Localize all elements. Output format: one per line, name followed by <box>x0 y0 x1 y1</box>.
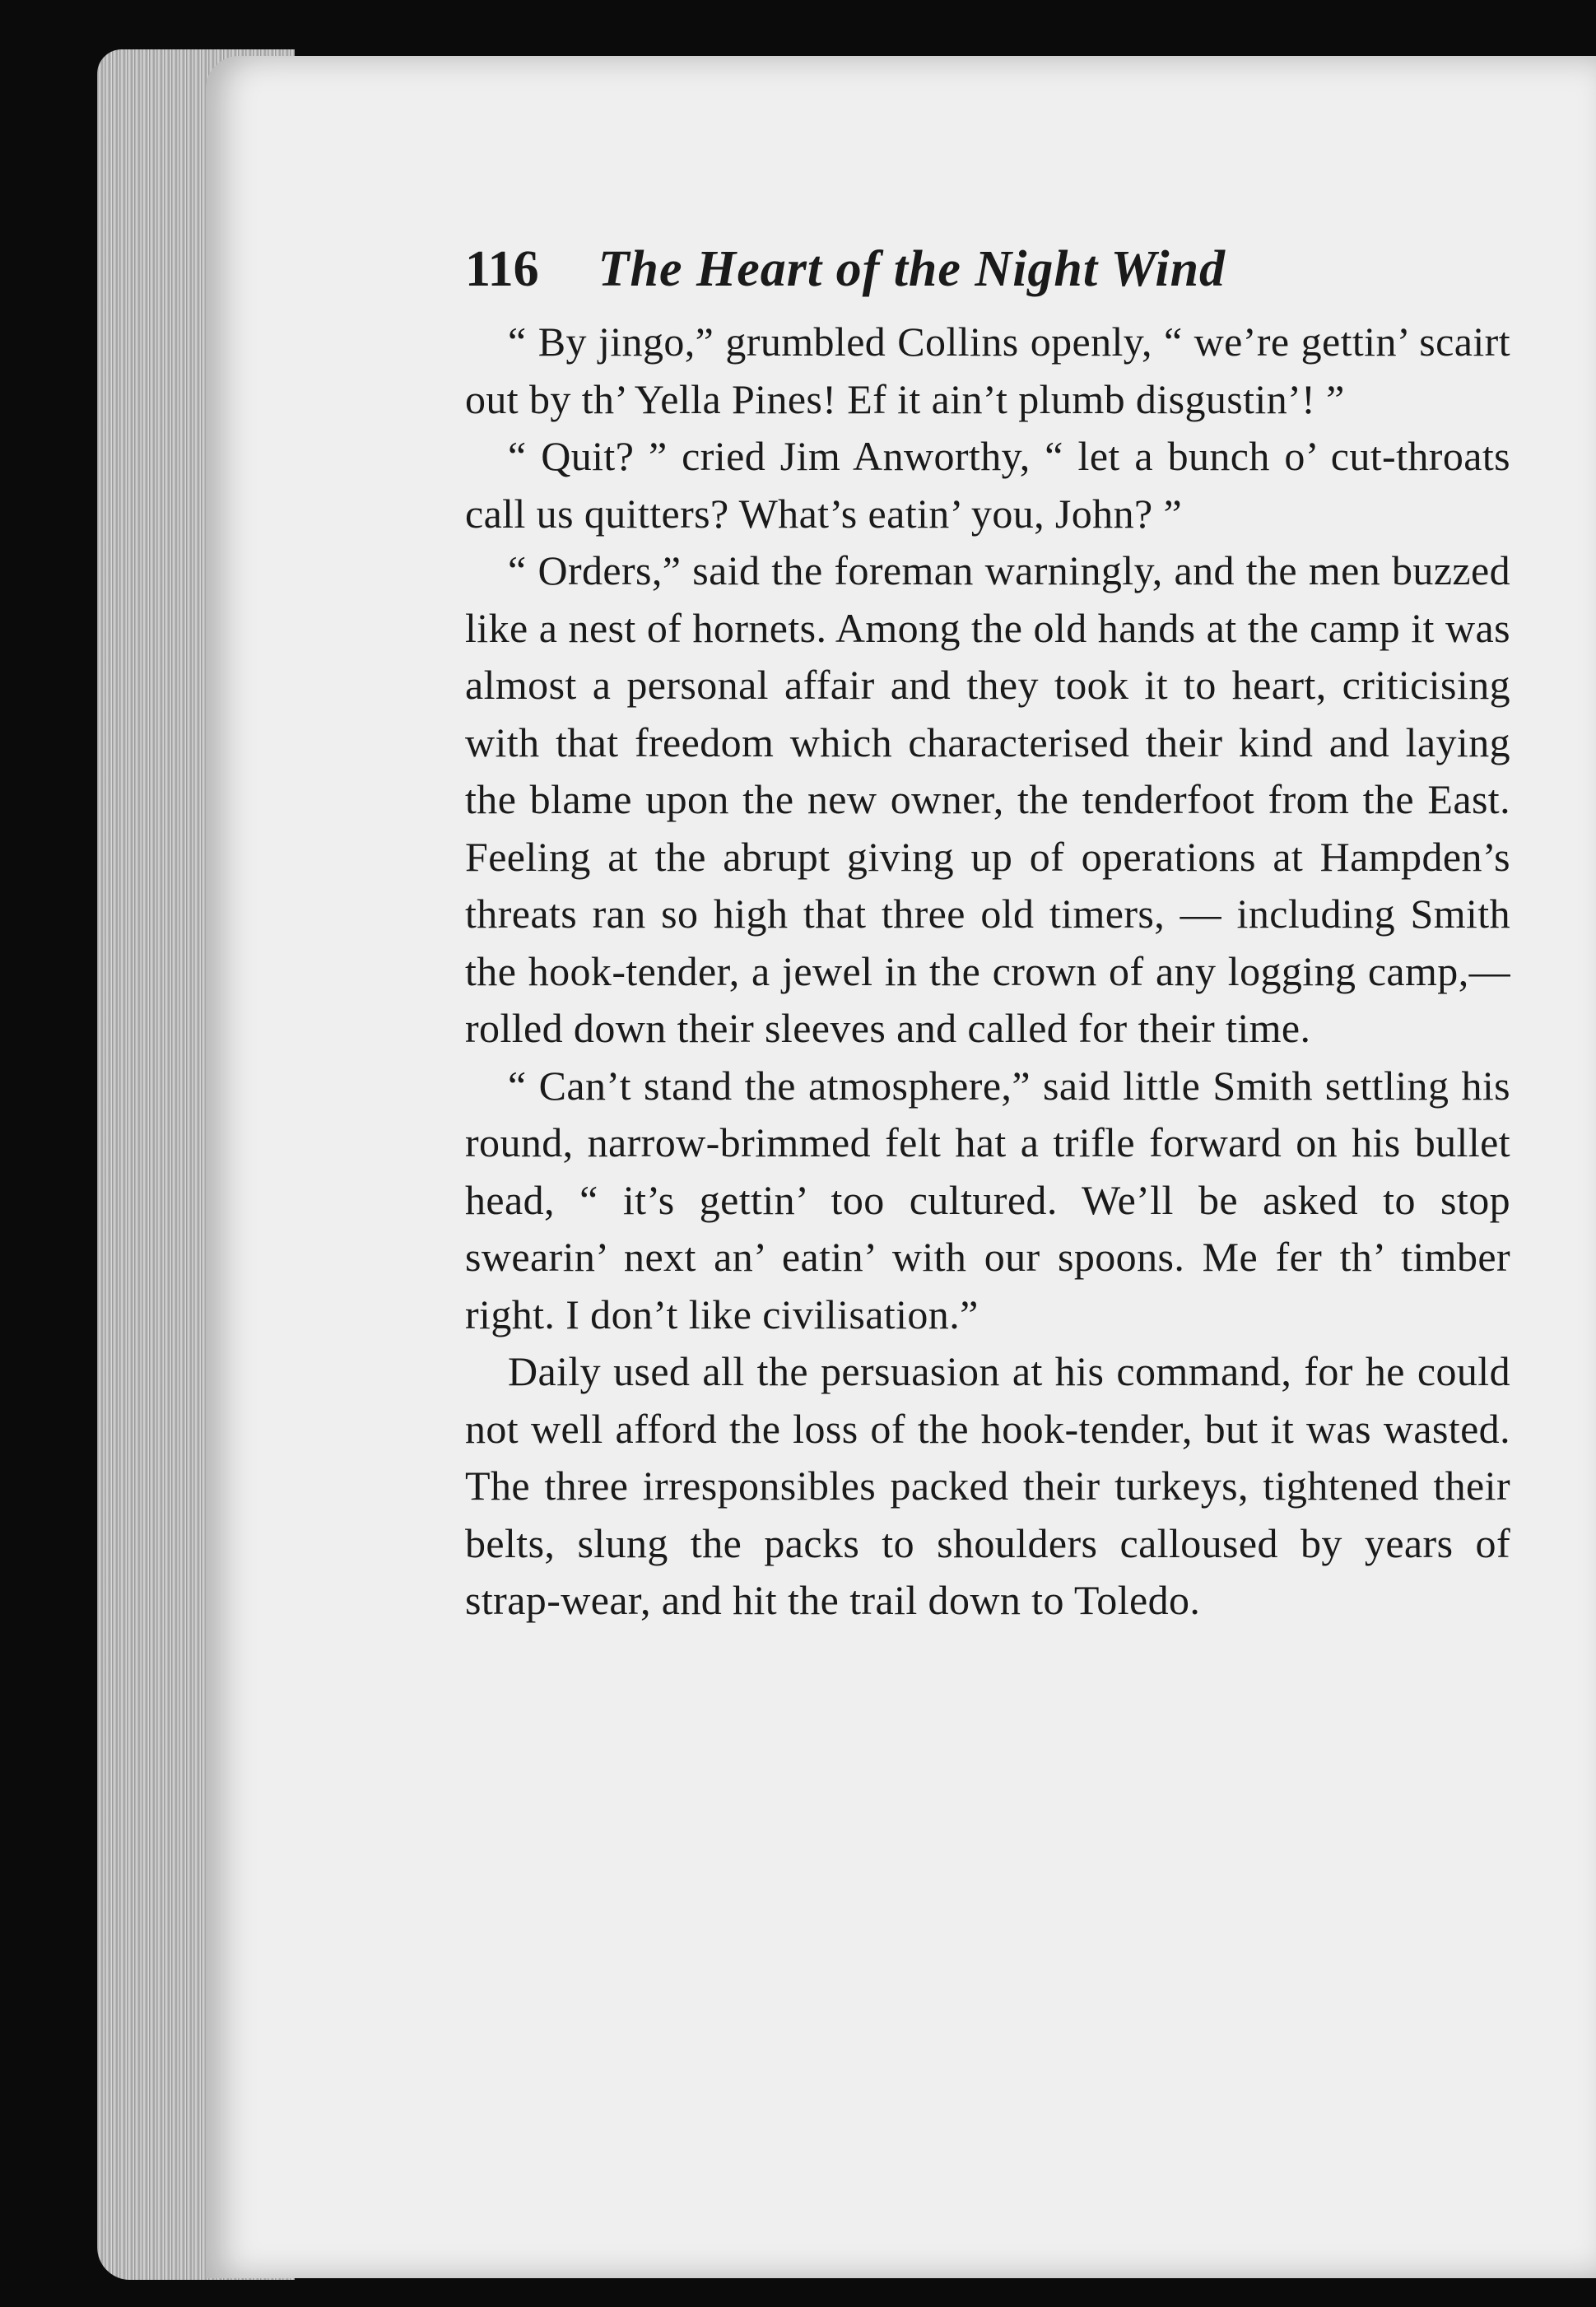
paragraph: “ Quit? ” cried Jim Anworthy, “ let a bunch o’ cut-throats call us quitters? What’s eatin’ you, John? ” <box>465 433 1510 537</box>
paragraph: “ By jingo,” grumbled Collins openly, “ we’re gettin’ scairt out by th’ Yella Pines! Ef it ain’t plumb disgustin’! ” <box>465 319 1510 422</box>
running-head <box>465 240 1510 299</box>
paragraph: “ Can’t stand the atmosphere,” said little Smith settling his round, narrow-brimmed felt hat a trifle forward on his bullet head, “ it’s gettin’ too cultured. We’ll be asked to stop swearin’ next an’ eatin’ with our spoons. Me fer th’ timber right. I don’t like civilisation.” <box>465 1062 1510 1337</box>
paragraph: Daily used all the persuasion at his command, for he could not well afford the loss of the hook-tender, but it was wasted. The three irresponsibles packed their turkeys, tightened their belts, slung the packs to shoulders calloused by years of strap-wear, and hit the trail down to Toledo. <box>465 1348 1510 1623</box>
book-title: The Heart of the Night Wind <box>598 241 1226 297</box>
paragraph: “ Orders,” said the foreman warningly, and the men buzzed like a nest of hornets. Among the old hands at the camp it was almost a personal affair and they took it to heart, criticising with that freedom which characterised their kind and laying the blame upon the new owner, the tenderfoot from the East. Feeling at the abrupt giving up of operations at Hampden’s threats ran so high that three old timers, — including Smith the hook-tender, a jewel in the crown of any logging camp,— rolled down their sleeves and called for their time. <box>465 547 1510 1051</box>
text-block <box>465 240 1510 1630</box>
body-text <box>465 314 1510 1630</box>
page-number: 116 <box>465 241 539 297</box>
